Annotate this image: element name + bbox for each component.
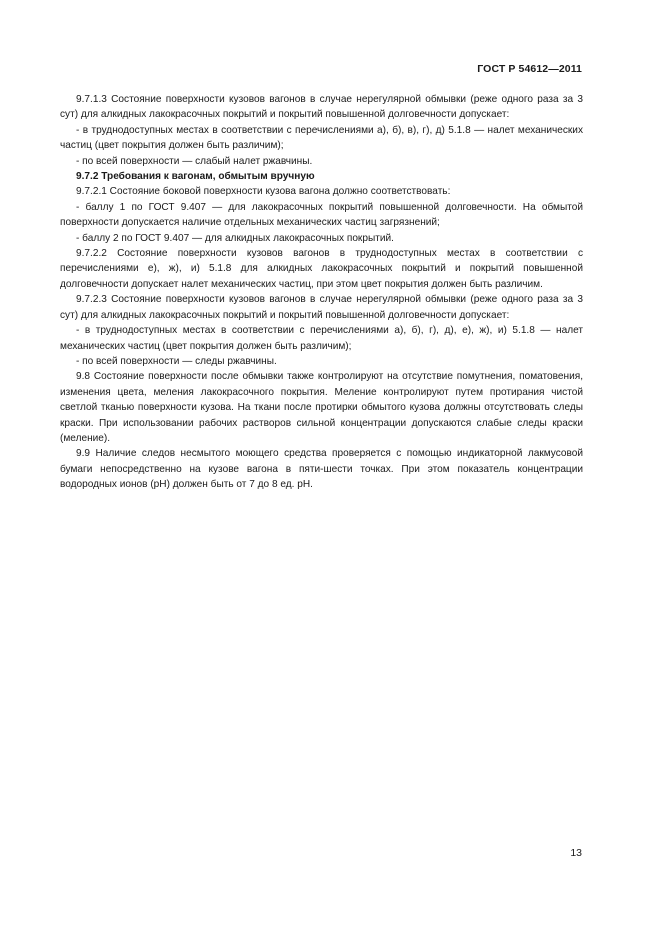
page-number: 13	[570, 847, 582, 859]
document-body	[60, 92, 583, 493]
section-heading-9-7-2: 9.7.2 Требования к вагонам, обмытым вручную	[76, 171, 315, 183]
list-item: - баллу 1 по ГОСТ 9.407 — для лакокрасочных покрытий повышенной долговечности. На обмытой поверхности допускается наличие отдельных механических частиц загрязнений;	[60, 201, 583, 229]
list-item: - в труднодоступных местах в соответствии с перечислениями а), б), г), д), е), ж), и) 5.1.8 — налет механических частиц (цвет покрытия должен быть различим);	[60, 325, 583, 352]
clause-9-9: 9.9 Наличие следов несмытого моющего средства проверяется с помощью индикаторной лакмусовой бумаги непосредственно на кузове вагона в пяти-шести точках. При этом показатель концентрации водородных ионов (pH) должен быть от 7 до 8 ед. pH.	[60, 448, 583, 491]
list-item: - по всей поверхности — слабый налет ржавчины.	[76, 155, 313, 167]
list-item: - по всей поверхности — следы ржавчины.	[76, 355, 277, 367]
clause-9-7-1-3: 9.7.1.3 Состояние поверхности кузовов вагонов в случае нерегулярной обмывки (реже одного раза за 3 сут) для алкидных лакокрасочных покрытий и покрытий повышенной долговечности допускает:	[60, 94, 583, 121]
document-header-standard-id: ГОСТ Р 54612—2011	[477, 63, 582, 75]
clause-9-7-2-3: 9.7.2.3 Состояние поверхности кузовов вагонов в случае нерегулярной обмывки (реже одного раза за 3 сут) для алкидных лакокрасочных покрытий и покрытий повышенной долговечности допускает:	[60, 294, 583, 321]
list-item: - баллу 2 по ГОСТ 9.407 — для алкидных лакокрасочных покрытий.	[76, 232, 394, 244]
list-item: - в труднодоступных местах в соответствии с перечислениями а), б), в), г), д) 5.1.8 — налет механических частиц (цвет покрытия должен быть различим);	[60, 124, 583, 152]
clause-9-7-2-2: 9.7.2.2 Состояние поверхности кузовов вагонов в труднодоступных местах в соответствии с перечислениями е), ж), и) 5.1.8 для алкидных лакокрасочных покрытий и покрытий повышенной долговечности допускает налет механических частиц, при этом цвет покрытия должен быть различим.	[60, 248, 583, 290]
clause-9-7-2-1: 9.7.2.1 Состояние боковой поверхности кузова вагона должно соответствовать:	[76, 186, 451, 198]
clause-9-8: 9.8 Состояние поверхности после обмывки также контролируют на отсутствие помутнения, поматовения, изменения цвета, меления лакокрасочного покрытия. Меление контролируют путем протирания чистой светлой тканью поверхности кузова. На ткани после протирки обмытого кузова должны отсутствовать следы краски. При использовании рабочих растворов сильной концентрации допускаются слабые следы краски (меление).	[60, 371, 583, 444]
